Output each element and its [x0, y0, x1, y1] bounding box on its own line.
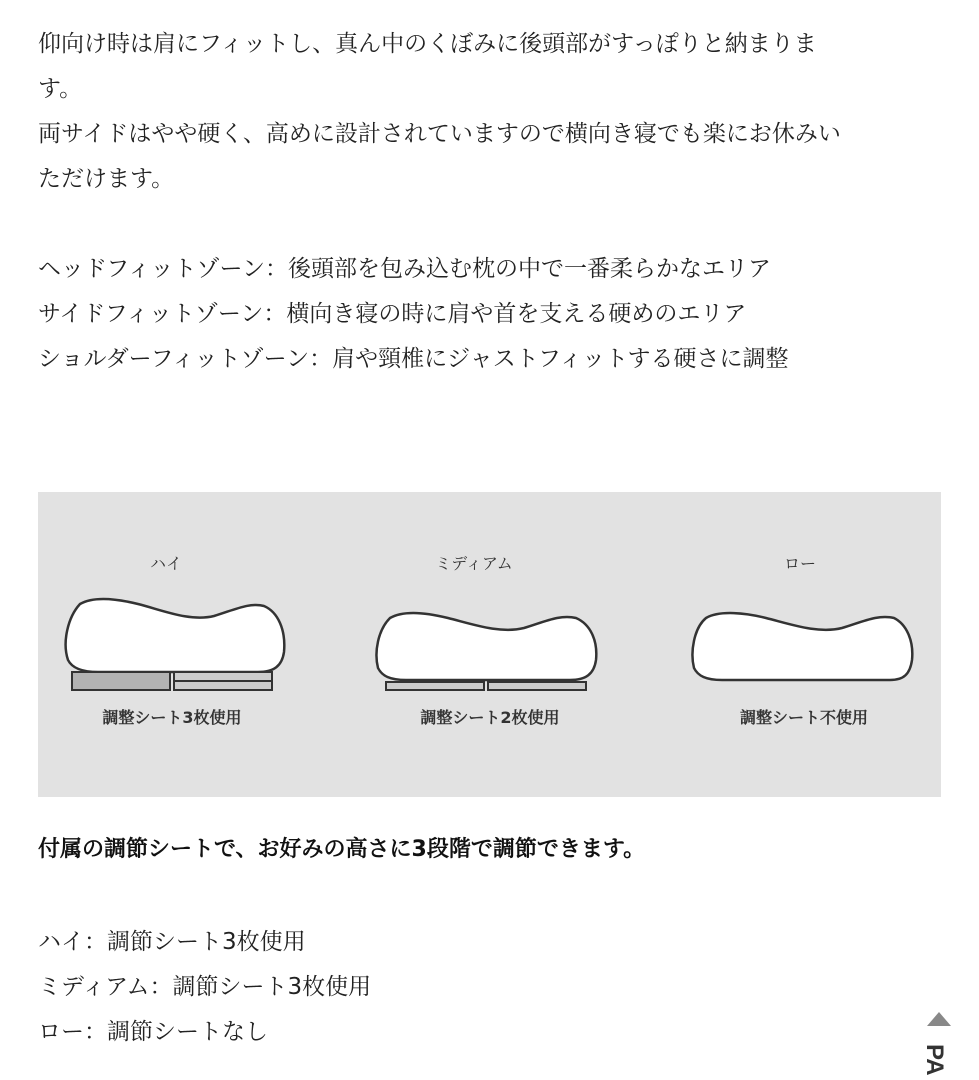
- intro-line: す。: [38, 76, 83, 102]
- pillow-medium-caption: 調整シート2枚使用: [420, 708, 560, 727]
- pillow-low-label: ロー: [783, 554, 817, 573]
- zone-shoulder-fit: ショルダーフィットゾーン：肩や頸椎にジャストフィットする硬さに調整: [38, 346, 789, 372]
- page-top-button[interactable]: [922, 1008, 962, 1080]
- zone-side-fit: サイドフィットゾーン：横向き寝の時に肩や首を支える硬めのエリア: [38, 301, 747, 327]
- pillow-diagram-svg: [38, 492, 941, 797]
- intro-paragraph: [38, 22, 938, 202]
- zone-list: [38, 247, 938, 382]
- triangle-up-icon: [927, 1012, 951, 1026]
- pillow-high-sheet-right-bottom: [174, 681, 272, 690]
- pillow-high-label: ハイ: [149, 554, 183, 573]
- pillow-medium: [377, 554, 597, 727]
- pillow-height-diagram: [38, 492, 941, 797]
- height-medium-item: ミディアム：調節シート3枚使用: [38, 974, 372, 1000]
- intro-line: 仰向け時は肩にフィットし、真ん中のくぼみに後頭部がすっぽりと納まりま: [38, 31, 817, 57]
- zone-head-fit: ヘッドフィットゾーン：後頭部を包み込む枕の中で一番柔らかなエリア: [38, 256, 772, 282]
- pillow-high: [66, 554, 285, 727]
- pillow-medium-sheet-right: [488, 682, 586, 690]
- pillow-medium-sheet-left: [386, 682, 484, 690]
- height-high-item: ハイ：調節シート3枚使用: [38, 929, 306, 955]
- intro-line: ただけます。: [38, 166, 175, 192]
- height-setting-list: [38, 920, 371, 1055]
- pillow-high-sheet-left: [72, 672, 170, 690]
- pillow-high-caption: 調整シート3枚使用: [102, 708, 242, 727]
- pillow-low-caption: 調整シート不使用: [739, 708, 869, 727]
- pillow-high-sheet-right-top: [174, 672, 272, 681]
- pillow-medium-label: ミディアム: [435, 554, 513, 573]
- adjustment-headline: 付属の調節シートで、お好みの高さに3段階で調節できます。: [38, 837, 646, 862]
- intro-line: 両サイドはやや硬く、高めに設計されていますので横向き寝でも楽にお休みい: [38, 121, 841, 147]
- pillow-medium-shape: [377, 613, 597, 680]
- pillow-high-shape: [66, 599, 285, 672]
- height-low-item: ロー：調節シートなし: [38, 1019, 268, 1045]
- pillow-low: [693, 554, 913, 727]
- pillow-low-shape: [693, 613, 913, 680]
- page-top-label: PA: [921, 1044, 948, 1076]
